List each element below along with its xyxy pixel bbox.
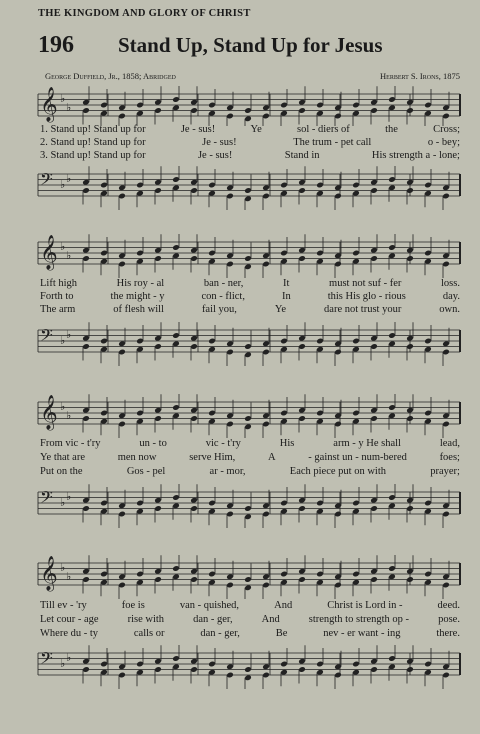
treble-clef-icon: 𝄞 xyxy=(40,556,58,591)
lyric-syllable-group: - gainst un - num-bered xyxy=(308,452,407,463)
lyric-syllable-group: Lift high xyxy=(40,278,78,289)
flat-icon: ♭ xyxy=(60,496,66,509)
lyric-syllable-group: In xyxy=(281,291,291,302)
lyric-syllable-group: calls or xyxy=(133,628,165,639)
lyric-line xyxy=(40,452,460,466)
lyric-syllable-group: strength to strength op - xyxy=(308,614,410,625)
flat-icon: ♭ xyxy=(66,490,72,503)
running-head: THE KINGDOM AND GLORY OF CHRIST xyxy=(38,8,251,19)
lyric-syllable-group: Where du - ty xyxy=(40,628,99,639)
lyric-syllable-group: From vic - t'ry xyxy=(40,438,101,449)
lyric-syllable-group: Je - sus! xyxy=(202,137,237,148)
hymn-number: 196 xyxy=(38,32,74,58)
lyric-syllable-group: Je - sus! xyxy=(197,150,233,161)
flat-icon: ♭ xyxy=(66,172,72,185)
lyric-syllable-group: It xyxy=(283,278,290,289)
hymn-title: Stand Up, Stand Up for Jesus xyxy=(118,33,383,57)
lyric-syllable-group: serve Him, xyxy=(189,452,236,463)
lyric-syllable-group: Forth to xyxy=(40,291,74,302)
lyric-syllable-group: Ye xyxy=(274,304,287,315)
lyric-line xyxy=(40,600,460,614)
treble-staff-4 xyxy=(0,555,480,599)
lyric-syllable-group: And xyxy=(261,614,280,625)
lyric-line xyxy=(40,614,460,628)
lyric-syllable-group: this His glo - rious xyxy=(327,291,406,302)
flat-icon: ♭ xyxy=(60,400,66,413)
lyric-syllable-group: 3. Stand up! Stand up for xyxy=(40,150,146,161)
flat-icon: ♭ xyxy=(60,178,66,191)
lyric-syllable-group: The arm xyxy=(40,304,76,315)
lyric-syllable-group: lead, xyxy=(439,438,460,449)
lyric-syllable-group: un - to xyxy=(139,438,167,449)
lyric-syllable-group: Gos - pel xyxy=(126,466,166,477)
lyric-syllable-group: Ye xyxy=(250,124,262,135)
flat-icon: ♭ xyxy=(66,249,72,262)
lyric-syllable-group: prayer; xyxy=(430,466,460,477)
lyric-syllable-group: the xyxy=(385,124,398,135)
flat-icon: ♭ xyxy=(60,334,66,347)
bass-staff-4 xyxy=(0,645,480,689)
lyric-syllable-group: foe is xyxy=(121,600,145,611)
flat-icon: ♭ xyxy=(60,240,66,253)
lyric-syllable-group: 2. Stand up! Stand up for xyxy=(40,137,146,148)
flat-icon: ♭ xyxy=(60,92,66,105)
lyric-line xyxy=(40,628,460,642)
lyric-syllable-group: Till ev - 'ry xyxy=(40,600,87,611)
treble-clef-icon: 𝄞 xyxy=(40,235,58,270)
lyric-syllable-group: Let cour - age xyxy=(40,614,99,625)
lyric-syllable-group: His strength a - lone; xyxy=(371,150,460,161)
words-credit: George Duffield, Jr., 1858; Abridged xyxy=(45,71,176,81)
flat-icon: ♭ xyxy=(60,657,66,670)
lyric-syllable-group: His xyxy=(279,438,295,449)
flat-icon: ♭ xyxy=(66,570,72,583)
lyric-syllable-group: own. xyxy=(439,304,460,315)
treble-staff-1 xyxy=(0,86,480,126)
lyric-syllable-group: dan - ger, xyxy=(193,614,233,625)
lyric-syllable-group: ar - mor, xyxy=(209,466,246,477)
lyric-syllable-group: o - bey; xyxy=(427,137,460,148)
lyric-syllable-group: His roy - al xyxy=(116,278,165,289)
music-credit: Herbert S. Irons, 1875 xyxy=(380,71,460,81)
flat-icon: ♭ xyxy=(66,101,72,114)
lyric-syllable-group: Je - sus! xyxy=(180,124,216,135)
lyric-syllable-group: Ye that are xyxy=(40,452,86,463)
bass-clef-icon: 𝄢 xyxy=(40,169,53,193)
lyric-line xyxy=(40,150,460,164)
flat-icon: ♭ xyxy=(66,409,72,422)
bass-staff-1 xyxy=(0,166,480,210)
lyric-syllable-group: pose. xyxy=(438,614,460,625)
lyric-syllable-group: Stand in xyxy=(284,150,320,161)
lyric-syllable-group: dare not trust your xyxy=(324,304,402,315)
lyric-syllable-group: A xyxy=(268,452,276,463)
lyric-syllable-group: Put on the xyxy=(40,466,83,477)
bass-staff-3 xyxy=(0,484,480,528)
lyric-line xyxy=(40,137,460,151)
treble-clef-icon: 𝄞 xyxy=(40,395,58,430)
lyric-syllable-group: must not suf - fer xyxy=(329,278,402,289)
lyric-syllable-group: Christ is Lord in - xyxy=(327,600,403,611)
bass-clef-icon: 𝄢 xyxy=(40,487,53,511)
lyric-syllable-group: day. xyxy=(442,291,460,302)
treble-staff-2 xyxy=(0,234,480,278)
lyric-line xyxy=(40,124,460,138)
lyric-line xyxy=(40,304,460,318)
lyric-syllable-group: The trum - pet call xyxy=(293,137,372,148)
lyric-line xyxy=(40,438,460,452)
lyric-syllable-group: Be xyxy=(275,628,288,639)
lyric-syllable-group: And xyxy=(274,600,293,611)
lyric-syllable-group: 1. Stand up! Stand up for xyxy=(40,124,146,135)
lyric-syllable-group: foes; xyxy=(439,452,460,463)
lyric-syllable-group: men now xyxy=(117,452,157,463)
lyric-syllable-group: there. xyxy=(436,628,460,639)
lyric-syllable-group: Cross; xyxy=(433,124,460,135)
treble-staff-3 xyxy=(0,394,480,438)
flat-icon: ♭ xyxy=(66,651,72,664)
lyric-syllable-group: deed. xyxy=(437,600,460,611)
treble-clef-icon: 𝄞 xyxy=(40,87,58,122)
flat-icon: ♭ xyxy=(60,561,66,574)
lyric-syllable-group: arm - y He shall xyxy=(333,438,401,449)
bass-clef-icon: 𝄢 xyxy=(40,648,53,672)
lyric-syllable-group: sol - diers of xyxy=(297,124,350,135)
lyric-line xyxy=(40,291,460,305)
lyric-syllable-group: van - quished, xyxy=(179,600,240,611)
lyric-syllable-group: rise with xyxy=(127,614,165,625)
bass-staff-2 xyxy=(0,322,480,366)
lyric-syllable-group: ban - ner, xyxy=(203,278,244,289)
lyric-syllable-group: con - flict, xyxy=(201,291,245,302)
lyric-syllable-group: vic - t'ry xyxy=(205,438,241,449)
lyric-syllable-group: fail you, xyxy=(201,304,237,315)
lyric-syllable-group: nev - er want - ing xyxy=(323,628,401,639)
bass-clef-icon: 𝄢 xyxy=(40,325,53,349)
flat-icon: ♭ xyxy=(66,328,72,341)
lyric-syllable-group: Each piece put on with xyxy=(289,466,386,477)
lyric-syllable-group: of flesh will xyxy=(113,304,164,315)
lyric-line xyxy=(40,466,460,480)
lyric-syllable-group: dan - ger, xyxy=(200,628,240,639)
lyric-syllable-group: the might - y xyxy=(110,291,165,302)
lyric-syllable-group: loss. xyxy=(441,278,460,289)
lyric-line xyxy=(40,278,460,292)
